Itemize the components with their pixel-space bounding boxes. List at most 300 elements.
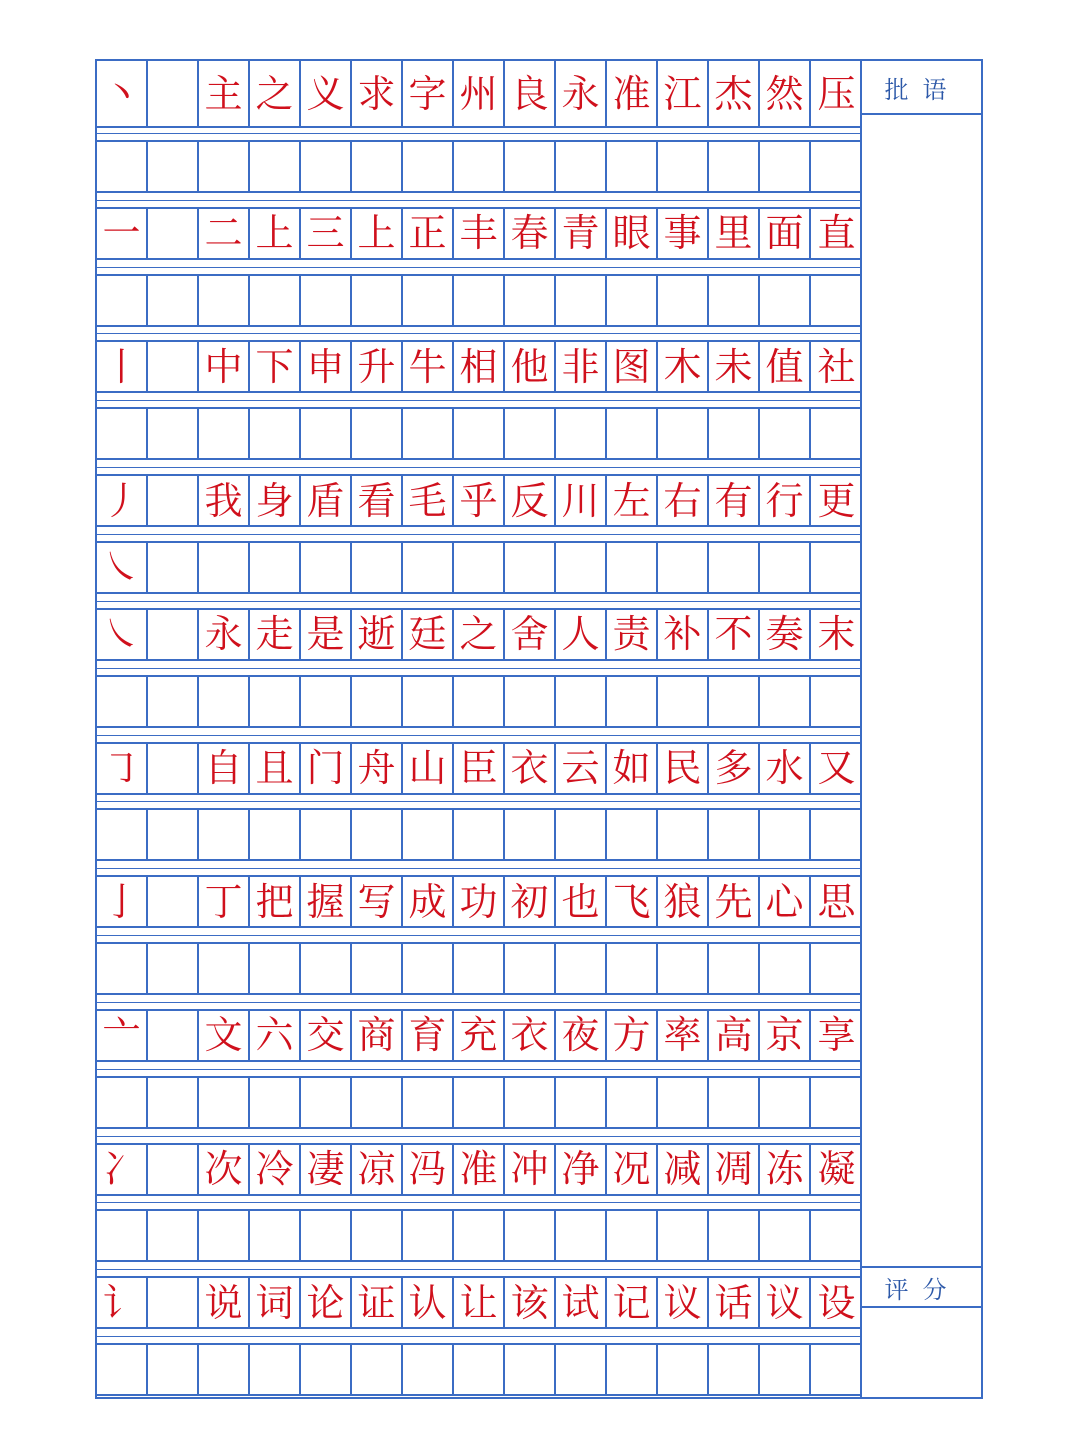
character-cell: 衣: [505, 1011, 556, 1060]
character-cell: [301, 1345, 352, 1394]
character-cell: [301, 1211, 352, 1260]
character-cell: 先: [709, 877, 760, 926]
character-cell: [505, 276, 556, 325]
grid-row: [97, 140, 862, 193]
character-cell: [556, 409, 607, 458]
blank-cell: [148, 810, 199, 859]
blank-cell: [148, 209, 199, 258]
character-cell: 非: [556, 342, 607, 391]
character-cell: [811, 944, 862, 993]
blank-cell: [148, 1011, 199, 1060]
divider-line: [97, 735, 862, 736]
character-cell: [607, 543, 658, 592]
character-cell: [811, 276, 862, 325]
blank-cell: [148, 944, 199, 993]
character-cell: [811, 1078, 862, 1127]
character-cell: [556, 1211, 607, 1260]
character-cell: [556, 677, 607, 726]
character-cell: 左: [607, 476, 658, 525]
character-cell: [454, 677, 505, 726]
character-cell: [352, 543, 403, 592]
stroke-cell: ㇆: [97, 744, 148, 793]
stroke-cell: 讠: [97, 1278, 148, 1327]
character-cell: [352, 142, 403, 191]
character-cell: 补: [658, 610, 709, 659]
character-cell: [760, 1211, 811, 1260]
character-cell: 江: [658, 61, 709, 126]
character-cell: 乎: [454, 476, 505, 525]
character-cell: 准: [454, 1145, 505, 1194]
character-cell: [403, 1345, 454, 1394]
character-cell: 春: [505, 209, 556, 258]
character-cell: 又: [817, 746, 856, 790]
grid-row: [97, 608, 862, 661]
character-cell: [301, 944, 352, 993]
character-cell: 凄: [301, 1145, 352, 1194]
character-cell: 升: [352, 342, 403, 391]
stroke-cell: 亅: [97, 877, 148, 926]
character-cell: 盾: [301, 476, 352, 525]
character-cell: 山: [403, 744, 454, 793]
grid-row: [97, 1009, 862, 1062]
grid-row: [97, 875, 862, 928]
character-cell: 毛: [403, 476, 454, 525]
character-cell: 事: [658, 209, 709, 258]
character-cell: 词: [250, 1278, 301, 1327]
divider-line: [97, 601, 862, 602]
grid-row: [97, 207, 862, 260]
blank-cell: [148, 476, 199, 525]
character-cell: [250, 276, 301, 325]
stroke-cell: [97, 409, 148, 458]
stroke-cell: [97, 1078, 148, 1127]
character-cell: [811, 543, 862, 592]
character-cell: [709, 944, 760, 993]
character-cell: [199, 810, 250, 859]
character-cell: [709, 543, 760, 592]
character-cell: 川: [556, 476, 607, 525]
character-cell: [352, 944, 403, 993]
character-cell: 自: [199, 744, 250, 793]
score-label: 评分: [862, 1266, 983, 1308]
character-cell: [301, 543, 352, 592]
character-cell: 功: [454, 877, 505, 926]
divider-line: [97, 534, 862, 535]
character-cell: [709, 1345, 760, 1394]
character-cell: 身: [250, 476, 301, 525]
character-cell: 飞: [607, 877, 658, 926]
character-cell: 云: [556, 744, 607, 793]
character-cell: 凋: [709, 1145, 760, 1194]
character-cell: [709, 409, 760, 458]
character-cell: [607, 142, 658, 191]
character-cell: 门: [301, 744, 352, 793]
blank-cell: [148, 1211, 199, 1260]
character-cell: 图: [607, 342, 658, 391]
practice-sheet: [95, 59, 983, 1399]
side-panel: [860, 61, 983, 1397]
character-cell: 责: [607, 610, 658, 659]
stroke-cell: ㇏: [97, 610, 148, 659]
character-cell: [352, 677, 403, 726]
stroke-cell: [97, 276, 148, 325]
character-cell: 不: [709, 610, 760, 659]
character-cell: 我: [199, 476, 250, 525]
character-cell: 是: [301, 610, 352, 659]
character-cell: [403, 1078, 454, 1127]
character-cell: [811, 677, 862, 726]
character-cell: 廷: [403, 610, 454, 659]
character-cell: [556, 810, 607, 859]
blank-cell: [148, 1345, 199, 1394]
character-cell: 况: [607, 1145, 658, 1194]
stroke-cell: ㇏: [97, 543, 148, 592]
character-cell: [454, 944, 505, 993]
grid-row: [97, 1143, 862, 1196]
character-cell: [760, 810, 811, 859]
character-cell: [403, 409, 454, 458]
character-cell: [811, 142, 862, 191]
character-cell: 末: [817, 612, 856, 657]
character-cell: 方: [607, 1011, 658, 1060]
character-cell: [352, 1345, 403, 1394]
character-cell: [760, 677, 811, 726]
character-cell: [454, 276, 505, 325]
character-cell: 享: [817, 1013, 856, 1058]
character-cell: 试: [556, 1278, 607, 1327]
character-cell: [505, 944, 556, 993]
character-cell: 记: [607, 1278, 658, 1327]
character-cell: [658, 1345, 709, 1394]
character-cell: 三: [301, 209, 352, 258]
character-cell: 木: [658, 342, 709, 391]
divider-line: [97, 1269, 862, 1270]
character-cell: 握: [301, 877, 352, 926]
character-cell: 率: [658, 1011, 709, 1060]
blank-cell: [148, 744, 199, 793]
divider-line: [97, 1336, 862, 1337]
character-cell: 论: [301, 1278, 352, 1327]
character-cell: 永: [556, 61, 607, 126]
character-cell: [709, 276, 760, 325]
character-cell: 也: [556, 877, 607, 926]
character-cell: [250, 944, 301, 993]
character-cell: [658, 1078, 709, 1127]
character-cell: 夜: [556, 1011, 607, 1060]
character-cell: 次: [199, 1145, 250, 1194]
divider-line: [97, 267, 862, 268]
character-cell: [658, 944, 709, 993]
blank-cell: [148, 276, 199, 325]
character-cell: [556, 142, 607, 191]
character-cell: [505, 810, 556, 859]
character-cell: [760, 944, 811, 993]
writing-grid: [97, 61, 862, 1397]
divider-line: [97, 801, 862, 802]
character-cell: [607, 1078, 658, 1127]
character-cell: [403, 810, 454, 859]
divider-line: [97, 1002, 862, 1003]
divider-line: [97, 133, 862, 134]
character-cell: 之: [250, 61, 301, 126]
stroke-cell: 亠: [97, 1011, 148, 1060]
character-cell: 衣: [505, 744, 556, 793]
character-cell: [301, 1078, 352, 1127]
stroke-cell: [97, 944, 148, 993]
character-cell: [505, 1345, 556, 1394]
character-cell: 充: [454, 1011, 505, 1060]
character-cell: 申: [301, 342, 352, 391]
character-cell: 人: [556, 610, 607, 659]
character-cell: [199, 1345, 250, 1394]
character-cell: 话: [709, 1278, 760, 1327]
character-cell: [760, 1345, 811, 1394]
blank-cell: [148, 409, 199, 458]
character-cell: [352, 276, 403, 325]
character-cell: [250, 409, 301, 458]
character-cell: 州: [454, 61, 505, 126]
character-cell: 水: [760, 744, 811, 793]
character-cell: [709, 142, 760, 191]
stroke-cell: [97, 677, 148, 726]
character-cell: 文: [199, 1011, 250, 1060]
character-cell: 字: [403, 61, 454, 126]
divider-line: [97, 467, 862, 468]
character-cell: [505, 677, 556, 726]
character-cell: 里: [709, 209, 760, 258]
divider-line: [97, 200, 862, 201]
character-cell: 他: [505, 342, 556, 391]
divider-line: [97, 1202, 862, 1203]
character-cell: [250, 1078, 301, 1127]
grid-row: [97, 541, 862, 594]
character-cell: [811, 810, 862, 859]
grid-row: [97, 340, 862, 393]
character-cell: 准: [607, 61, 658, 126]
character-cell: [301, 810, 352, 859]
grid-row: [97, 59, 862, 128]
character-cell: [505, 1078, 556, 1127]
character-cell: 青: [556, 209, 607, 258]
blank-cell: [148, 1078, 199, 1127]
grid-row: [97, 742, 862, 795]
grid-row: [97, 274, 862, 327]
character-cell: 右: [658, 476, 709, 525]
character-cell: [607, 276, 658, 325]
character-cell: [301, 677, 352, 726]
character-cell: 丁: [199, 877, 250, 926]
divider-line: [97, 935, 862, 936]
character-cell: 该: [505, 1278, 556, 1327]
comment-label: 批语: [862, 61, 983, 115]
character-cell: 净: [556, 1145, 607, 1194]
character-cell: 议: [760, 1278, 811, 1327]
character-cell: [709, 1211, 760, 1260]
character-cell: [454, 543, 505, 592]
stroke-cell: [97, 1211, 148, 1260]
character-cell: 凉: [352, 1145, 403, 1194]
character-cell: [454, 810, 505, 859]
character-cell: 奏: [760, 610, 811, 659]
character-cell: [403, 142, 454, 191]
stroke-cell: [97, 1345, 148, 1394]
character-cell: 之: [454, 610, 505, 659]
blank-cell: [148, 877, 199, 926]
character-cell: 上: [250, 209, 301, 258]
character-cell: 相: [454, 342, 505, 391]
character-cell: [454, 1345, 505, 1394]
character-cell: 反: [505, 476, 556, 525]
character-cell: [250, 142, 301, 191]
grid-row: [97, 474, 862, 527]
character-cell: 舍: [505, 610, 556, 659]
character-cell: [658, 677, 709, 726]
character-cell: 初: [505, 877, 556, 926]
character-cell: 议: [658, 1278, 709, 1327]
blank-cell: [148, 61, 199, 126]
grid-row: [97, 1076, 862, 1129]
character-cell: [505, 543, 556, 592]
character-cell: 写: [352, 877, 403, 926]
character-cell: [811, 1211, 862, 1260]
character-cell: [454, 1211, 505, 1260]
blank-cell: [148, 543, 199, 592]
character-cell: 有: [709, 476, 760, 525]
character-cell: [250, 1211, 301, 1260]
character-cell: [250, 677, 301, 726]
character-cell: 上: [352, 209, 403, 258]
character-cell: [607, 1345, 658, 1394]
stroke-cell: 丨: [97, 342, 148, 391]
stroke-cell: [97, 142, 148, 191]
character-cell: [199, 677, 250, 726]
character-cell: [301, 276, 352, 325]
character-cell: [556, 1078, 607, 1127]
character-cell: [505, 1211, 556, 1260]
character-cell: [454, 142, 505, 191]
character-cell: [607, 944, 658, 993]
character-cell: 冯: [403, 1145, 454, 1194]
character-cell: 未: [709, 342, 760, 391]
character-cell: 六: [250, 1011, 301, 1060]
character-cell: 心: [760, 877, 811, 926]
character-cell: [250, 1345, 301, 1394]
character-cell: 让: [454, 1278, 505, 1327]
stroke-cell: 丿: [97, 476, 148, 525]
character-cell: [607, 409, 658, 458]
grid-row: [97, 1209, 862, 1262]
character-cell: [403, 543, 454, 592]
character-cell: 冻: [760, 1145, 811, 1194]
character-cell: 良: [505, 61, 556, 126]
character-cell: [607, 810, 658, 859]
character-cell: 减: [658, 1145, 709, 1194]
character-cell: 面: [760, 209, 811, 258]
character-cell: 成: [403, 877, 454, 926]
blank-cell: [148, 610, 199, 659]
character-cell: [505, 409, 556, 458]
character-cell: 商: [352, 1011, 403, 1060]
character-cell: 凝: [817, 1147, 856, 1192]
character-cell: 义: [301, 61, 352, 126]
blank-cell: [148, 677, 199, 726]
character-cell: 狼: [658, 877, 709, 926]
character-cell: [709, 1078, 760, 1127]
divider-line: [97, 868, 862, 869]
grid-row: [97, 407, 862, 460]
character-cell: [658, 543, 709, 592]
character-cell: [454, 1078, 505, 1127]
divider-line: [97, 668, 862, 669]
character-cell: [709, 677, 760, 726]
character-cell: [403, 276, 454, 325]
character-cell: 永: [199, 610, 250, 659]
character-cell: [658, 810, 709, 859]
character-cell: 主: [199, 61, 250, 126]
character-cell: 直: [817, 211, 856, 256]
character-cell: [250, 810, 301, 859]
character-cell: [556, 276, 607, 325]
character-cell: [556, 543, 607, 592]
character-cell: 更: [817, 478, 856, 523]
character-cell: 冷: [250, 1145, 301, 1194]
character-cell: 如: [607, 744, 658, 793]
character-cell: 认: [403, 1278, 454, 1327]
character-cell: 证: [352, 1278, 403, 1327]
character-cell: 下: [250, 342, 301, 391]
character-cell: [811, 1345, 862, 1394]
character-cell: [658, 409, 709, 458]
grid-row: [97, 1276, 862, 1329]
character-cell: [607, 1211, 658, 1260]
character-cell: [658, 142, 709, 191]
character-cell: 民: [658, 744, 709, 793]
character-cell: [403, 677, 454, 726]
character-cell: [760, 543, 811, 592]
character-cell: 思: [817, 879, 856, 924]
character-cell: 二: [199, 209, 250, 258]
blank-cell: [148, 1145, 199, 1194]
character-cell: [199, 276, 250, 325]
character-cell: 行: [760, 476, 811, 525]
character-cell: 京: [760, 1011, 811, 1060]
character-cell: [352, 1211, 403, 1260]
character-cell: [658, 1211, 709, 1260]
blank-cell: [148, 142, 199, 191]
character-cell: [199, 1078, 250, 1127]
character-cell: [199, 1211, 250, 1260]
character-cell: 走: [250, 610, 301, 659]
character-cell: 把: [250, 877, 301, 926]
character-cell: [352, 1078, 403, 1127]
character-cell: 然: [760, 61, 811, 126]
character-cell: 设: [817, 1280, 856, 1325]
character-cell: 高: [709, 1011, 760, 1060]
divider-line: [97, 400, 862, 401]
character-cell: [760, 1078, 811, 1127]
grid-row: [97, 1343, 862, 1396]
character-cell: [199, 409, 250, 458]
grid-row: [97, 675, 862, 728]
character-cell: 且: [250, 744, 301, 793]
character-cell: 中: [199, 342, 250, 391]
character-cell: [403, 1211, 454, 1260]
stroke-cell: [97, 810, 148, 859]
blank-cell: [148, 342, 199, 391]
blank-cell: [148, 1278, 199, 1327]
character-cell: 社: [817, 344, 856, 389]
grid-row: [97, 942, 862, 995]
